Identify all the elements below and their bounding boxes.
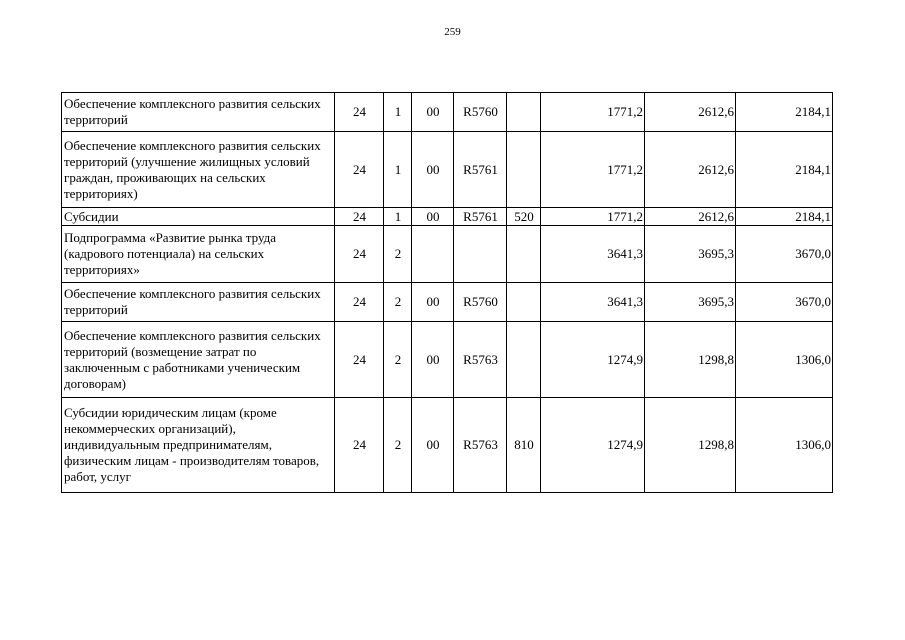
row-pr: 1 <box>384 93 412 132</box>
row-value-3: 2184,1 <box>736 132 833 208</box>
row-value-3: 2184,1 <box>736 208 833 226</box>
page-number: 259 <box>444 26 461 38</box>
row-expense-type: 520 <box>507 208 541 226</box>
row-value-2: 3695,3 <box>645 226 736 283</box>
row-name: Обеспечение комплексного развития сельских территорий (улучшение жилищных условий граждан, проживающих на сельских территориях) <box>62 132 335 208</box>
row-value-3: 1306,0 <box>736 322 833 398</box>
row-value-1: 1274,9 <box>541 322 645 398</box>
row-gr: 24 <box>335 132 384 208</box>
row-name: Обеспечение комплексного развития сельских территорий (возмещение затрат по заключенным с работниками ученическим договорам) <box>62 322 335 398</box>
row-code-part: 00 <box>412 93 454 132</box>
row-pr: 1 <box>384 208 412 226</box>
row-value-1: 1274,9 <box>541 398 645 493</box>
row-code-part: 00 <box>412 132 454 208</box>
row-pr: 2 <box>384 283 412 322</box>
table-row <box>62 322 833 398</box>
row-value-2: 1298,8 <box>645 398 736 493</box>
row-value-1: 3641,3 <box>541 283 645 322</box>
row-value-3: 1306,0 <box>736 398 833 493</box>
row-name: Обеспечение комплексного развития сельских территорий <box>62 93 335 132</box>
row-code-part <box>412 226 454 283</box>
row-gr: 24 <box>335 398 384 493</box>
row-value-2: 2612,6 <box>645 208 736 226</box>
row-target-code <box>454 226 507 283</box>
row-gr: 24 <box>335 322 384 398</box>
row-expense-type <box>507 93 541 132</box>
row-value-3: 3670,0 <box>736 226 833 283</box>
budget-table <box>61 92 833 493</box>
row-value-1: 1771,2 <box>541 93 645 132</box>
row-value-2: 2612,6 <box>645 93 736 132</box>
table-row <box>62 283 833 322</box>
row-value-3: 3670,0 <box>736 283 833 322</box>
row-value-2: 1298,8 <box>645 322 736 398</box>
row-code-part: 00 <box>412 322 454 398</box>
row-code-part: 00 <box>412 208 454 226</box>
row-expense-type: 810 <box>507 398 541 493</box>
row-value-1: 3641,3 <box>541 226 645 283</box>
row-gr: 24 <box>335 283 384 322</box>
row-value-2: 2612,6 <box>645 132 736 208</box>
row-name: Субсидии <box>62 208 335 226</box>
row-pr: 2 <box>384 398 412 493</box>
row-value-3: 2184,1 <box>736 93 833 132</box>
row-target-code: R5760 <box>454 93 507 132</box>
table-row <box>62 208 833 226</box>
table-row <box>62 226 833 283</box>
row-pr: 2 <box>384 226 412 283</box>
row-target-code: R5761 <box>454 208 507 226</box>
row-expense-type <box>507 322 541 398</box>
row-code-part: 00 <box>412 283 454 322</box>
table-row <box>62 132 833 208</box>
row-gr: 24 <box>335 226 384 283</box>
row-pr: 2 <box>384 322 412 398</box>
row-expense-type <box>507 226 541 283</box>
row-name: Обеспечение комплексного развития сельских территорий <box>62 283 335 322</box>
row-expense-type <box>507 132 541 208</box>
row-target-code: R5763 <box>454 398 507 493</box>
row-gr: 24 <box>335 93 384 132</box>
table-row <box>62 398 833 493</box>
row-pr: 1 <box>384 132 412 208</box>
table-row <box>62 93 833 132</box>
row-expense-type <box>507 283 541 322</box>
row-target-code: R5763 <box>454 322 507 398</box>
row-value-1: 1771,2 <box>541 208 645 226</box>
row-target-code: R5761 <box>454 132 507 208</box>
row-name: Субсидии юридическим лицам (кроме некоммерческих организаций), индивидуальным предпринимателям, физическим лицам - производителям товаров, работ, услуг <box>62 398 335 493</box>
row-code-part: 00 <box>412 398 454 493</box>
row-value-2: 3695,3 <box>645 283 736 322</box>
row-target-code: R5760 <box>454 283 507 322</box>
row-gr: 24 <box>335 208 384 226</box>
row-name: Подпрограмма «Развитие рынка труда (кадрового потенциала) на сельских территориях» <box>62 226 335 283</box>
row-value-1: 1771,2 <box>541 132 645 208</box>
